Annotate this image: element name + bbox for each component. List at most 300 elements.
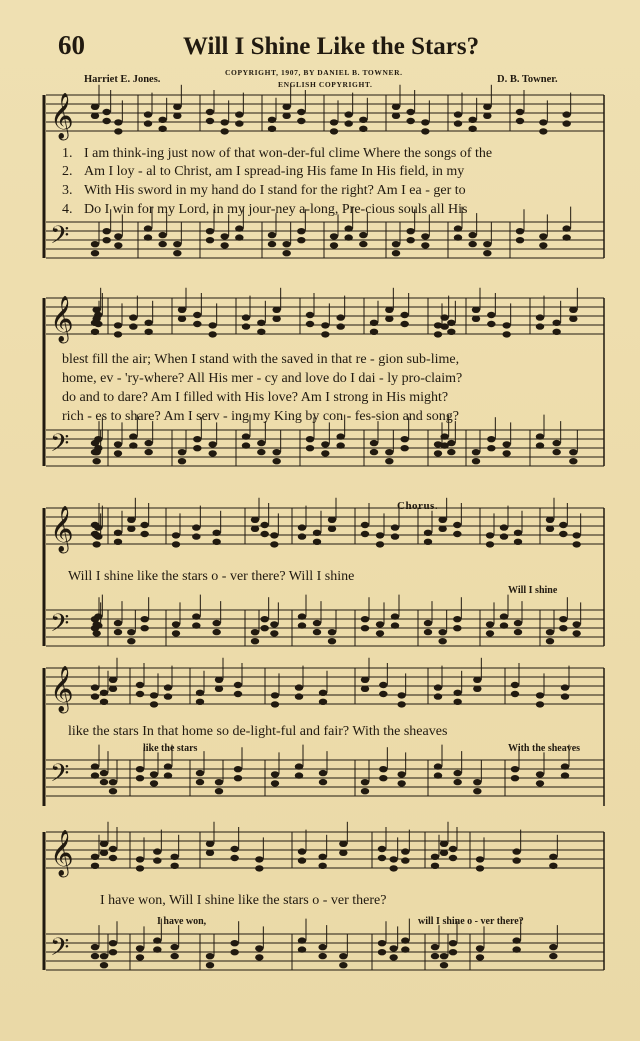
notehead: [170, 854, 178, 860]
notehead: [569, 449, 577, 455]
notehead: [397, 780, 405, 786]
notehead: [476, 856, 484, 862]
notehead: [257, 320, 265, 326]
notehead: [318, 863, 326, 869]
notehead: [397, 692, 405, 698]
notehead: [487, 445, 495, 451]
notehead: [295, 693, 303, 699]
notehead: [336, 442, 344, 448]
notehead: [173, 241, 181, 247]
notehead: [379, 766, 387, 772]
notehead: [208, 322, 216, 328]
notehead: [251, 517, 259, 523]
notehead: [536, 780, 544, 786]
notehead: [379, 682, 387, 688]
notehead: [158, 126, 166, 132]
notehead: [361, 616, 369, 622]
notehead: [268, 232, 276, 238]
notehead: [552, 320, 560, 326]
notehead: [421, 128, 429, 134]
notehead: [150, 692, 158, 698]
notehead: [282, 113, 290, 119]
notehead: [251, 526, 259, 532]
notehead: [376, 541, 384, 547]
notehead: [376, 621, 384, 627]
notehead: [473, 677, 481, 683]
notehead: [234, 691, 242, 697]
notehead: [511, 775, 519, 781]
notehead: [114, 629, 122, 635]
notehead: [328, 526, 336, 532]
notehead: [100, 779, 108, 785]
notehead: [313, 629, 321, 635]
notehead: [330, 233, 338, 239]
notehead: [271, 701, 279, 707]
notehead: [297, 228, 305, 234]
notehead: [173, 113, 181, 119]
notehead: [92, 630, 100, 636]
notehead: [421, 242, 429, 248]
notehead: [271, 780, 279, 786]
notehead: [328, 629, 336, 635]
notehead: [94, 321, 102, 327]
notehead: [272, 458, 280, 464]
notehead: [230, 855, 238, 861]
notehead: [472, 458, 480, 464]
notehead: [473, 779, 481, 785]
notehead: [297, 118, 305, 124]
notehead: [140, 522, 148, 528]
notehead: [483, 250, 491, 256]
notehead: [434, 450, 442, 456]
notehead: [164, 763, 172, 769]
notehead: [512, 946, 520, 952]
notehead: [549, 953, 557, 959]
notehead: [270, 630, 278, 636]
notehead: [297, 237, 305, 243]
notehead: [127, 517, 135, 523]
notehead: [206, 118, 214, 124]
notehead: [282, 250, 290, 256]
notehead: [144, 449, 152, 455]
notehead: [361, 788, 369, 794]
notehead: [109, 855, 117, 861]
notehead: [94, 312, 102, 318]
notehead: [421, 233, 429, 239]
notehead: [114, 530, 122, 536]
notehead: [114, 539, 122, 545]
notehead: [136, 954, 144, 960]
notehead: [486, 541, 494, 547]
notehead: [440, 314, 448, 320]
notehead: [359, 241, 367, 247]
notehead: [94, 622, 102, 628]
chorus-label: Chorus.: [397, 500, 439, 512]
notehead: [230, 949, 238, 955]
notehead: [192, 533, 200, 539]
notehead: [454, 120, 462, 126]
notehead: [453, 616, 461, 622]
notehead: [440, 850, 448, 856]
notehead: [153, 946, 161, 952]
notehead: [109, 846, 117, 852]
notehead: [215, 677, 223, 683]
notehead: [150, 771, 158, 777]
notehead: [91, 329, 99, 335]
notehead: [193, 445, 201, 451]
notehead: [400, 312, 408, 318]
notehead: [514, 539, 522, 545]
notehead: [385, 316, 393, 322]
notehead: [144, 440, 152, 446]
notehead: [192, 613, 200, 619]
notehead: [328, 517, 336, 523]
notehead: [257, 449, 265, 455]
notehead: [434, 331, 442, 337]
notehead: [389, 865, 397, 871]
notehead: [215, 686, 223, 692]
notehead: [511, 691, 519, 697]
notehead: [257, 329, 265, 335]
notehead: [516, 228, 524, 234]
notehead: [569, 307, 577, 313]
notehead: [234, 682, 242, 688]
notehead: [559, 625, 567, 631]
notehead: [298, 533, 306, 539]
notehead: [500, 613, 508, 619]
notehead: [536, 433, 544, 439]
notehead: [91, 772, 99, 778]
notehead: [193, 312, 201, 318]
notehead: [295, 684, 303, 690]
notehead: [220, 242, 228, 248]
notehead: [235, 120, 243, 126]
notehead: [391, 613, 399, 619]
notehead: [158, 117, 166, 123]
notehead: [344, 234, 352, 240]
notehead: [392, 250, 400, 256]
notehead: [562, 225, 570, 231]
notehead: [401, 946, 409, 952]
bass-clef: 𝄢: [50, 933, 70, 968]
notehead: [127, 629, 135, 635]
notehead: [313, 539, 321, 545]
notehead: [536, 323, 544, 329]
notehead: [282, 104, 290, 110]
notehead: [561, 693, 569, 699]
notehead: [569, 458, 577, 464]
notehead: [549, 854, 557, 860]
verse-3-line-1: 3. With His sword in my hand do I stand for the right? Am I ea - ger to: [62, 183, 466, 198]
notehead: [153, 848, 161, 854]
notehead: [170, 863, 178, 869]
notehead: [140, 625, 148, 631]
notehead: [472, 316, 480, 322]
notehead: [406, 228, 414, 234]
notehead: [339, 962, 347, 968]
notehead: [271, 692, 279, 698]
notehead: [242, 314, 250, 320]
notehead: [421, 119, 429, 125]
notehead: [330, 128, 338, 134]
notehead: [94, 436, 102, 442]
notehead: [539, 119, 547, 125]
notehead: [170, 953, 178, 959]
notehead: [385, 449, 393, 455]
notehead: [546, 629, 554, 635]
notehead: [91, 693, 99, 699]
notehead: [391, 524, 399, 530]
notehead: [389, 856, 397, 862]
notehead: [319, 699, 327, 705]
notehead: [438, 629, 446, 635]
notehead: [512, 937, 520, 943]
notehead: [449, 949, 457, 955]
chorus-echo-3a: I have won,: [157, 916, 207, 927]
notehead: [153, 937, 161, 943]
bass-clef: 𝄢: [50, 221, 70, 256]
notehead: [220, 119, 228, 125]
notehead: [438, 526, 446, 532]
notehead: [100, 962, 108, 968]
chorus-echo-1: Will I shine: [508, 585, 558, 596]
notehead: [100, 841, 108, 847]
bass-clef: 𝄢: [50, 609, 70, 644]
notehead: [306, 321, 314, 327]
notehead: [539, 242, 547, 248]
notehead: [251, 638, 259, 644]
notehead: [268, 117, 276, 123]
notehead: [144, 225, 152, 231]
notehead: [431, 953, 439, 959]
chorus-line-3: I have won, Will I shine like the stars o - ver there?: [100, 893, 387, 908]
notehead: [114, 322, 122, 328]
notehead: [215, 779, 223, 785]
notehead: [298, 613, 306, 619]
notehead: [392, 241, 400, 247]
notehead: [206, 953, 214, 959]
notehead: [127, 638, 135, 644]
notehead: [453, 531, 461, 537]
notehead: [178, 458, 186, 464]
notehead: [144, 120, 152, 126]
notehead: [401, 937, 409, 943]
notehead: [431, 854, 439, 860]
notehead: [235, 225, 243, 231]
notehead: [447, 320, 455, 326]
notehead: [440, 841, 448, 847]
notehead: [512, 857, 520, 863]
notehead: [272, 307, 280, 313]
notehead: [164, 693, 172, 699]
notehead: [434, 684, 442, 690]
notehead: [389, 945, 397, 951]
notehead: [434, 772, 442, 778]
notehead: [270, 541, 278, 547]
notehead: [424, 530, 432, 536]
chorus-echo-2b: With the sheaves: [508, 743, 581, 754]
notehead: [144, 234, 152, 240]
chorus-echo-2a: like the stars: [143, 743, 198, 754]
notehead: [196, 699, 204, 705]
notehead: [569, 316, 577, 322]
notehead: [136, 865, 144, 871]
notehead: [511, 682, 519, 688]
notehead: [486, 630, 494, 636]
notehead: [440, 433, 448, 439]
notehead: [330, 119, 338, 125]
notehead: [91, 953, 99, 959]
notehead: [378, 846, 386, 852]
notehead: [153, 857, 161, 863]
notehead: [502, 322, 510, 328]
notehead: [359, 117, 367, 123]
chorus-line-2: like the stars In that home so de-light-ful and fair? With the sheaves: [68, 724, 448, 739]
notehead: [401, 848, 409, 854]
notehead: [91, 113, 99, 119]
notehead: [453, 522, 461, 528]
notehead: [242, 442, 250, 448]
notehead: [361, 686, 369, 692]
notehead: [298, 622, 306, 628]
notehead: [339, 850, 347, 856]
notehead: [114, 128, 122, 134]
notehead: [109, 779, 117, 785]
notehead: [379, 775, 387, 781]
notehead: [370, 320, 378, 326]
notehead: [344, 225, 352, 231]
notehead: [196, 779, 204, 785]
notehead: [255, 865, 263, 871]
notehead: [536, 692, 544, 698]
notehead: [512, 848, 520, 854]
notehead: [268, 126, 276, 132]
notehead: [178, 316, 186, 322]
notehead: [206, 962, 214, 968]
notehead: [260, 522, 268, 528]
notehead: [318, 944, 326, 950]
notehead: [306, 312, 314, 318]
notehead: [206, 850, 214, 856]
notehead: [339, 953, 347, 959]
notehead: [102, 109, 110, 115]
notehead: [406, 118, 414, 124]
notehead: [100, 953, 108, 959]
notehead: [212, 629, 220, 635]
notehead: [91, 241, 99, 247]
notehead: [572, 541, 580, 547]
notehead: [100, 770, 108, 776]
notehead: [196, 690, 204, 696]
notehead: [447, 440, 455, 446]
notehead: [447, 449, 455, 455]
notehead: [129, 442, 137, 448]
notehead: [385, 458, 393, 464]
notehead: [378, 940, 386, 946]
notehead: [476, 954, 484, 960]
notehead: [449, 855, 457, 861]
notehead: [100, 850, 108, 856]
notehead: [313, 620, 321, 626]
notehead: [272, 316, 280, 322]
notehead: [208, 331, 216, 337]
notehead: [208, 441, 216, 447]
notehead: [318, 854, 326, 860]
notehead: [92, 541, 100, 547]
notehead: [389, 954, 397, 960]
notehead: [298, 524, 306, 530]
notehead: [242, 323, 250, 329]
notehead: [336, 314, 344, 320]
notehead: [562, 234, 570, 240]
notehead: [234, 766, 242, 772]
notehead: [144, 329, 152, 335]
notehead: [434, 763, 442, 769]
notehead: [562, 111, 570, 117]
notehead: [379, 691, 387, 697]
notehead: [270, 532, 278, 538]
notehead: [376, 532, 384, 538]
notehead: [94, 524, 102, 530]
notehead: [102, 237, 110, 243]
notehead: [100, 690, 108, 696]
notehead: [486, 621, 494, 627]
notehead: [487, 312, 495, 318]
notehead: [255, 945, 263, 951]
notehead: [562, 120, 570, 126]
verse-4-line-1: 4. Do I win for my Lord, in my jour-ney a-long, Pre-cious souls all His: [62, 202, 468, 217]
notehead: [173, 104, 181, 110]
notehead: [270, 621, 278, 627]
notehead: [552, 440, 560, 446]
notehead: [561, 763, 569, 769]
notehead: [173, 250, 181, 256]
notehead: [127, 526, 135, 532]
notehead: [397, 771, 405, 777]
verse-2-line-1: 2. Am I loy - al to Christ, am I spread-ing His fame In His field, in my: [62, 164, 465, 179]
notehead: [164, 772, 172, 778]
notehead: [561, 684, 569, 690]
verse-1-line-1: 1. I am think-ing just now of that won-der-ful clime Where the songs of the: [62, 146, 493, 161]
verse-4-line-2: rich - es to share? Am I serv - ing my King by con - fes-sion and song?: [62, 409, 459, 424]
notehead: [431, 944, 439, 950]
notehead: [552, 449, 560, 455]
notehead: [514, 629, 522, 635]
notehead: [92, 458, 100, 464]
notehead: [158, 241, 166, 247]
notehead: [306, 445, 314, 451]
treble-clef: 𝄞: [50, 93, 74, 139]
notehead: [546, 638, 554, 644]
notehead: [129, 433, 137, 439]
bass-clef: 𝄢: [50, 429, 70, 464]
notehead: [514, 530, 522, 536]
chorus-line-1: Will I shine like the stars o - ver there? Will I shine: [68, 569, 355, 584]
notehead: [424, 539, 432, 545]
notehead: [136, 766, 144, 772]
notehead: [230, 940, 238, 946]
notehead: [440, 962, 448, 968]
notehead: [114, 242, 122, 248]
notehead: [140, 616, 148, 622]
notehead: [336, 323, 344, 329]
notehead: [206, 841, 214, 847]
notehead: [129, 314, 137, 320]
notehead: [454, 225, 462, 231]
notehead: [321, 322, 329, 328]
notehead: [255, 856, 263, 862]
notehead: [260, 616, 268, 622]
